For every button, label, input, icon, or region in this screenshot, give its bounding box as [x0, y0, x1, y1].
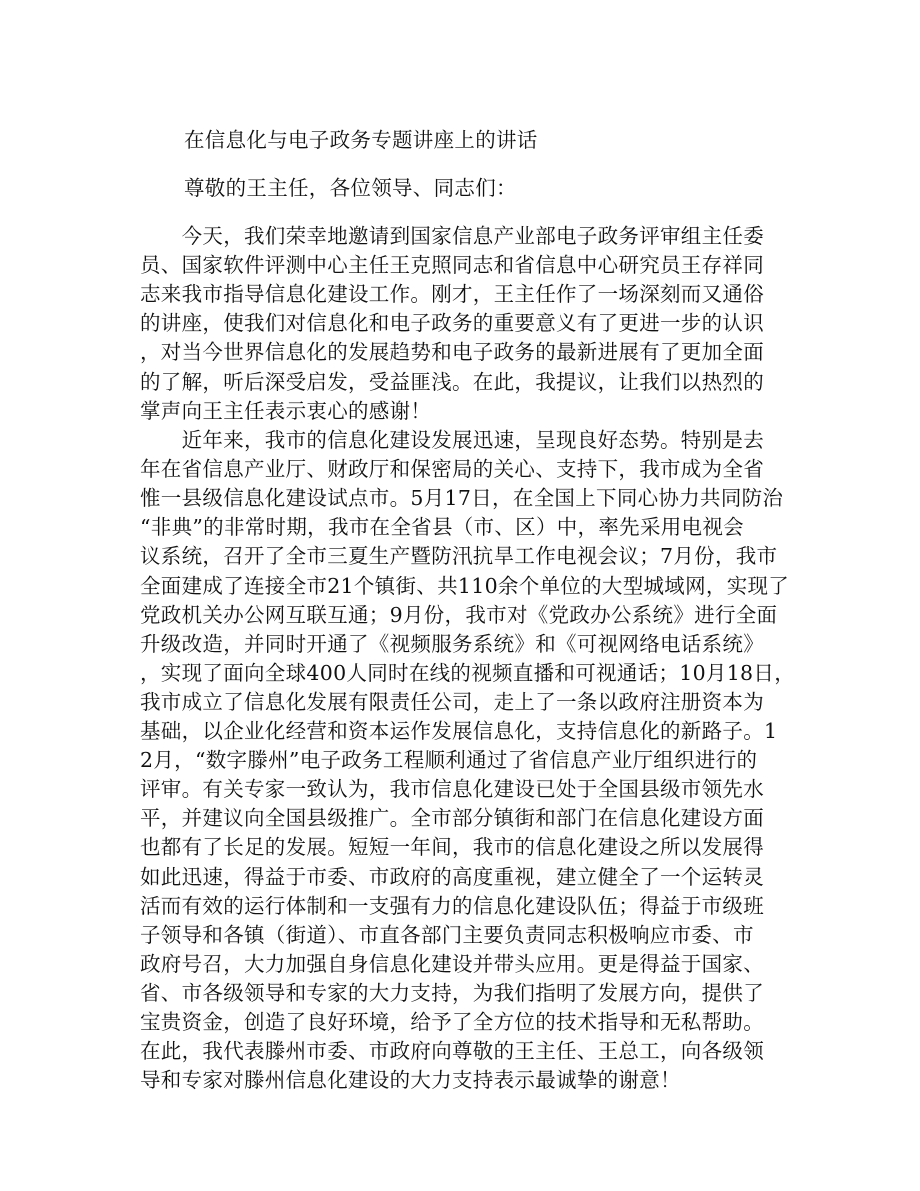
paragraph-2-line: 全面建成了连接全市21个镇街、共110余个单位的大型城域网，实现了 — [140, 573, 790, 598]
paragraph-1-line: ，对当今世界信息化的发展趋势和电子政务的最新进展有了更加全面 — [140, 340, 764, 365]
paragraph-2-line: 也都有了长足的发展。短短一年间，我市的信息化建设之所以发展得 — [140, 835, 764, 860]
paragraph-2-line: 近年来，我市的信息化建设发展迅速，呈现良好态势。特别是去 — [140, 428, 764, 452]
paragraph-2-line: 2月，“数字滕州”电子政务工程顺利通过了省信息产业厅组织进行的 — [140, 748, 758, 773]
paragraph-1-line: 员、国家软件评测中心主任王克照同志和省信息中心研究员王存祥同 — [140, 253, 764, 278]
paragraph-2-line: 政府号召，大力加强自身信息化建设并带头应用。更是得益于国家、 — [140, 951, 764, 976]
paragraph-2-line: 我市成立了信息化发展有限责任公司，走上了一条以政府注册资本为 — [140, 689, 764, 714]
paragraph-2-line: 宝贵资金，创造了良好环境，给予了全方位的技术指导和无私帮助。 — [140, 1010, 764, 1034]
paragraph-2-line: 平，并建议向全国县级推广。全市部分镇街和部门在信息化建设方面 — [140, 806, 764, 831]
paragraph-2-line: 导和专家对滕州信息化建设的大力支持表示最诚挚的谢意！ — [140, 1068, 681, 1093]
paragraph-1-line: 掌声向王主任表示衷心的感谢！ — [140, 398, 432, 423]
paragraph-2-line: 在此，我代表滕州市委、市政府向尊敬的王主任、王总工，向各级领 — [140, 1039, 764, 1064]
paragraph-2-line: 议系统，召开了全市三夏生产暨防汛抗旱工作电视会议；7月份，我市 — [140, 544, 778, 569]
paragraph-2-line: 基础，以企业化经营和资本运作发展信息化，支持信息化的新路子。1 — [140, 719, 778, 743]
paragraph-1-line: 志来我市指导信息化建设工作。刚才，王主任作了一场深刻而又通俗 — [140, 282, 764, 307]
paragraph-1-line: 的讲座，使我们对信息化和电子政务的重要意义有了更进一步的认识 — [140, 311, 764, 336]
paragraph-2-line: 子领导和各镇（街道）、市直各部门主要负责同志积极响应市委、市 — [140, 922, 754, 947]
paragraph-1-line: 的了解，听后深受启发，受益匪浅。在此，我提议，让我们以热烈的 — [140, 369, 764, 394]
paragraph-2-line: 如此迅速，得益于市委、市政府的高度重视，建立健全了一个运转灵 — [140, 864, 764, 889]
paragraph-1-line: 今天，我们荣幸地邀请到国家信息产业部电子政务评审组主任委 — [140, 224, 764, 248]
paragraph-2-line: 省、市各级领导和专家的大力支持，为我们指明了发展方向，提供了 — [140, 980, 764, 1005]
paragraph-2-line: 年在省信息产业厅、财政厅和保密局的关心、支持下，我市成为全省 — [140, 457, 764, 482]
salutation: 尊敬的王主任，各位领导、同志们： — [184, 176, 517, 200]
paragraph-2-line: ，实现了面向全球400人同时在线的视频直播和可视通话；10月18日， — [140, 660, 795, 685]
paragraph-2-line: 活而有效的运行体制和一支强有力的信息化建设队伍；得益于市级班 — [140, 893, 764, 918]
paragraph-2-line: 评审。有关专家一致认为，我市信息化建设已处于全国县级市领先水 — [140, 777, 764, 802]
paragraph-2-line: “非典”的非常时期，我市在全省县（市、区）中，率先采用电视会 — [140, 515, 744, 540]
paragraph-2-line: 升级改造，并同时开通了《视频服务系统》和《可视网络电话系统》 — [140, 631, 764, 656]
paragraph-2-line: 党政机关办公网互联互通；9月份，我市对《党政办公系统》进行全面 — [140, 602, 778, 627]
paragraph-2-line: 惟一县级信息化建设试点市。5月17日，在全国上下同心协力共同防治 — [140, 486, 784, 511]
document-title: 在信息化与电子政务专题讲座上的讲话 — [184, 128, 538, 152]
